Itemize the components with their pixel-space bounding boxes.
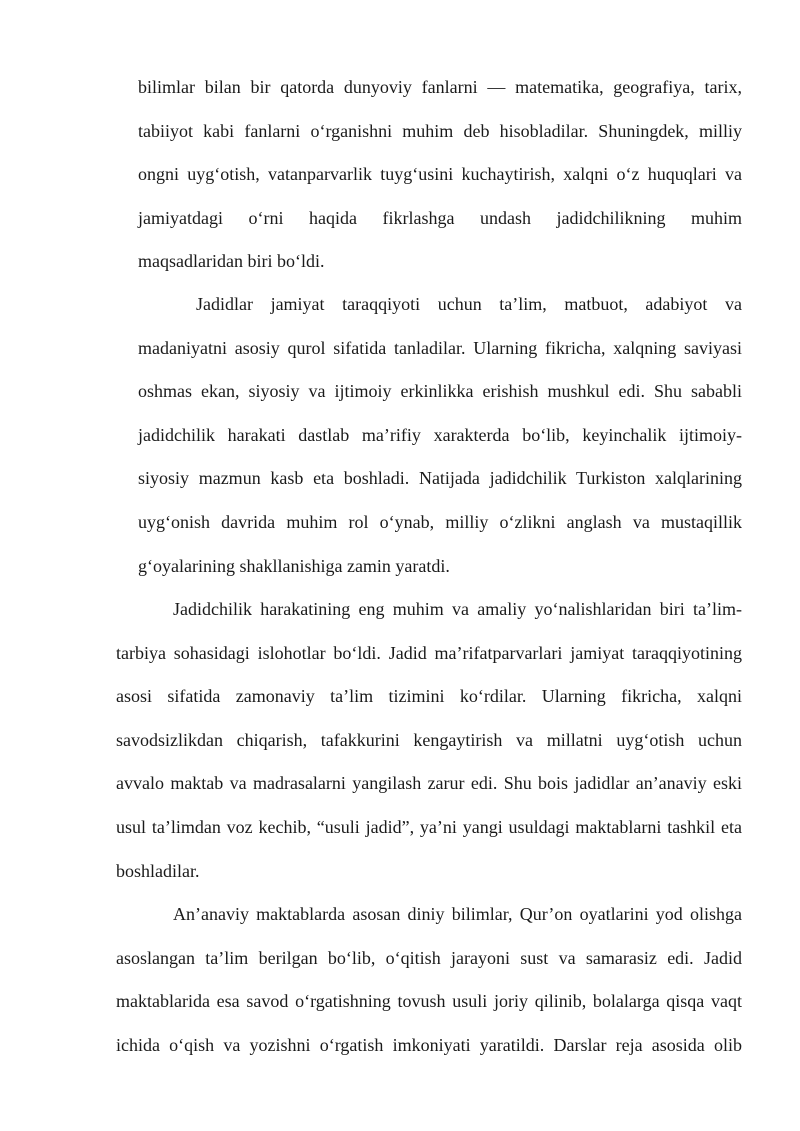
text-line: maqsadlaridan biri bo‘ldi.	[138, 251, 325, 272]
text-line: jadidchilik harakati dastlab ma’rifiy xarakterda bo‘lib, keyinchalik ijtimoiy-	[138, 424, 742, 445]
text-line: jamiyatdagi o‘rni haqida fikrlashga undash jadidchilikning muhim	[138, 207, 742, 228]
text-line: An’anaviy maktablarda asosan diniy bilimlar, Qur’on oyatlarini yod olishga	[173, 904, 742, 924]
paragraph-1	[138, 66, 742, 284]
paragraph-2	[138, 283, 742, 588]
text-line: asosi sifatida zamonaviy ta’lim tizimini ko‘rdilar. Ularning fikricha, xalqni	[116, 686, 742, 707]
text-line: tabiiyot kabi fanlarni o‘rganishni muhim deb hisobladilar. Shuningdek, milliy	[138, 120, 742, 141]
text-line: g‘oyalarining shakllanishiga zamin yaratdi.	[138, 555, 450, 576]
paragraph-3	[116, 588, 742, 893]
text-line: madaniyatni asosiy qurol sifatida tanladilar. Ularning fikricha, xalqning saviyasi	[138, 337, 742, 358]
text-line: Jadidlar jamiyat taraqqiyoti uchun ta’lim, matbuot, adabiyot va	[196, 294, 742, 314]
text-line: siyosiy mazmun kasb eta boshladi. Natijada jadidchilik Turkiston xalqlarining	[138, 468, 742, 489]
text-line: savodsizlikdan chiqarish, tafakkurini kengaytirish va millatni uyg‘otish uchun	[116, 729, 742, 750]
text-line: Jadidchilik harakatining eng muhim va amaliy yo‘nalishlaridan biri ta’lim-	[173, 599, 742, 619]
text-line: uyg‘onish davrida muhim rol o‘ynab, milliy o‘zlikni anglash va mustaqillik	[138, 511, 742, 532]
text-line: ongni uyg‘otish, vatanparvarlik tuyg‘usini kuchaytirish, xalqni o‘z huquqlari va	[138, 164, 742, 185]
text-line: maktablarida esa savod o‘rgatishning tovush usuli joriy qilinib, bolalarga qisqa vaqt	[116, 991, 742, 1012]
text-line: tarbiya sohasidagi islohotlar bo‘ldi. Jadid ma’rifatparvarlari jamiyat taraqqiyotining	[116, 642, 742, 663]
text-line: boshladilar.	[116, 860, 200, 881]
text-line: avvalo maktab va madrasalarni yangilash zarur edi. Shu bois jadidlar an’anaviy eski	[116, 773, 742, 794]
text-line: asoslangan ta’lim berilgan bo‘lib, o‘qitish jarayoni sust va samarasiz edi. Jadid	[116, 947, 742, 968]
text-line: usul ta’limdan voz kechib, “usuli jadid”, ya’ni yangi usuldagi maktablarni tashkil eta	[116, 816, 742, 837]
text-line: oshmas ekan, siyosiy va ijtimoiy erkinlikka erishish mushkul edi. Shu sababli	[138, 381, 742, 402]
text-line: ichida o‘qish va yozishni o‘rgatish imkoniyati yaratildi. Darslar reja asosida olib	[116, 1034, 742, 1055]
paragraph-4	[116, 893, 742, 1067]
text-line: bilimlar bilan bir qatorda dunyoviy fanlarni — matematika, geografiya, tarix,	[138, 77, 742, 97]
